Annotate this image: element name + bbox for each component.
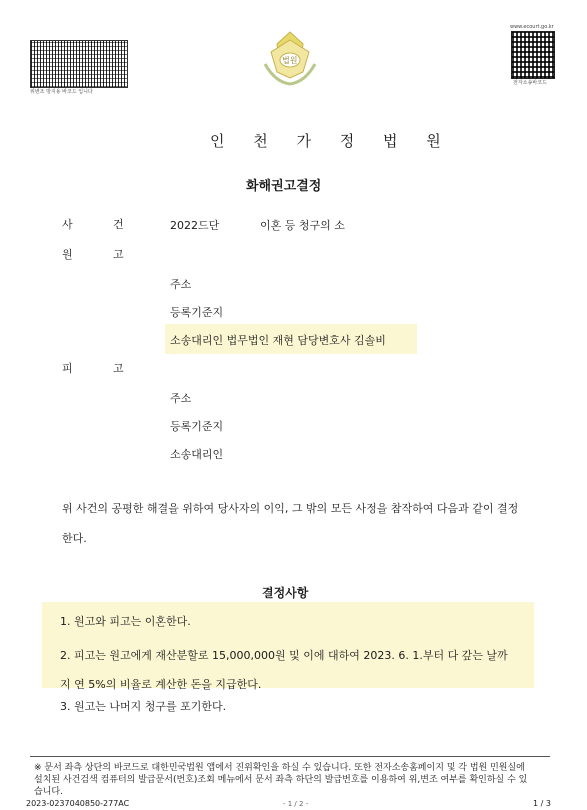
court-emblem-icon: [259, 30, 321, 88]
defendant-label-2: 고: [113, 362, 124, 375]
qr-code: [511, 31, 555, 79]
barcode-caption: 위변조 방지용 바코드 입니다: [30, 89, 93, 95]
defendant-registry: 등록기준지: [170, 420, 224, 433]
case-title: 이혼 등 청구의 소: [260, 219, 345, 232]
plaintiff-agent: 소송대리인 법무법인 재현 담당변호사 김솔비: [170, 334, 386, 347]
decision-heading: 결정사항: [262, 586, 309, 600]
footer-notice: ※ 문서 좌측 상단의 바코드로 대한민국법원 앱에서 진위확인을 하실 수 있습니다. 또한 전자소송홈페이지 및 각 법원 민원실에 설치된 사건검색 컴퓨터의 발급문서(번호)조회 메뉴에서 문서 좌측 하단의 발급번호를 이용하여 위,변조 여부를 확인하실 수 있습니다.: [34, 763, 528, 797]
defendant-agent: 소송대리인: [170, 448, 224, 461]
qr-caption: 전자소송바코드: [513, 80, 547, 86]
page-number-right: 1 / 3: [533, 799, 551, 808]
plaintiff-label-2: 고: [113, 248, 124, 261]
plaintiff-address: 주소: [170, 278, 192, 291]
case-label-2: 건: [113, 218, 124, 231]
case-number: 2022드단: [170, 219, 220, 232]
decision-item-3: 3. 원고는 나머지 청구를 포기한다.: [60, 700, 227, 713]
decision-item-1: 1. 원고와 피고는 이혼한다.: [60, 615, 191, 628]
qr-url: www.ecourt.go.kr: [510, 24, 554, 30]
page-number-center: - 1 / 2 -: [283, 800, 309, 808]
decision-item-2: 2. 피고는 원고에게 재산분할로 15,000,000원 및 이에 대하여 2023. 6. 1.부터 다 갚는 날까지 연 5%의 비율로 계산한 돈을 지급한다.: [60, 649, 508, 691]
document-title: 화해권고결정: [246, 179, 322, 194]
case-label-1: 사: [62, 218, 73, 231]
body-paragraph: 위 사건의 공평한 해결을 위하여 당사자의 이익, 그 밖의 모든 사정을 참작하여 다음과 같이 결정한다.: [62, 502, 519, 545]
verification-barcode: [30, 40, 128, 88]
defendant-address: 주소: [170, 392, 192, 405]
court-name: 인 천 가 정 법 원: [210, 132, 453, 150]
emblem-label: 법원: [282, 56, 298, 65]
defendant-label-1: 피: [62, 362, 73, 375]
plaintiff-registry: 등록기준지: [170, 306, 224, 319]
plaintiff-label-1: 원: [62, 248, 73, 261]
issue-number: 2023-0237040850-277AC: [26, 799, 130, 808]
